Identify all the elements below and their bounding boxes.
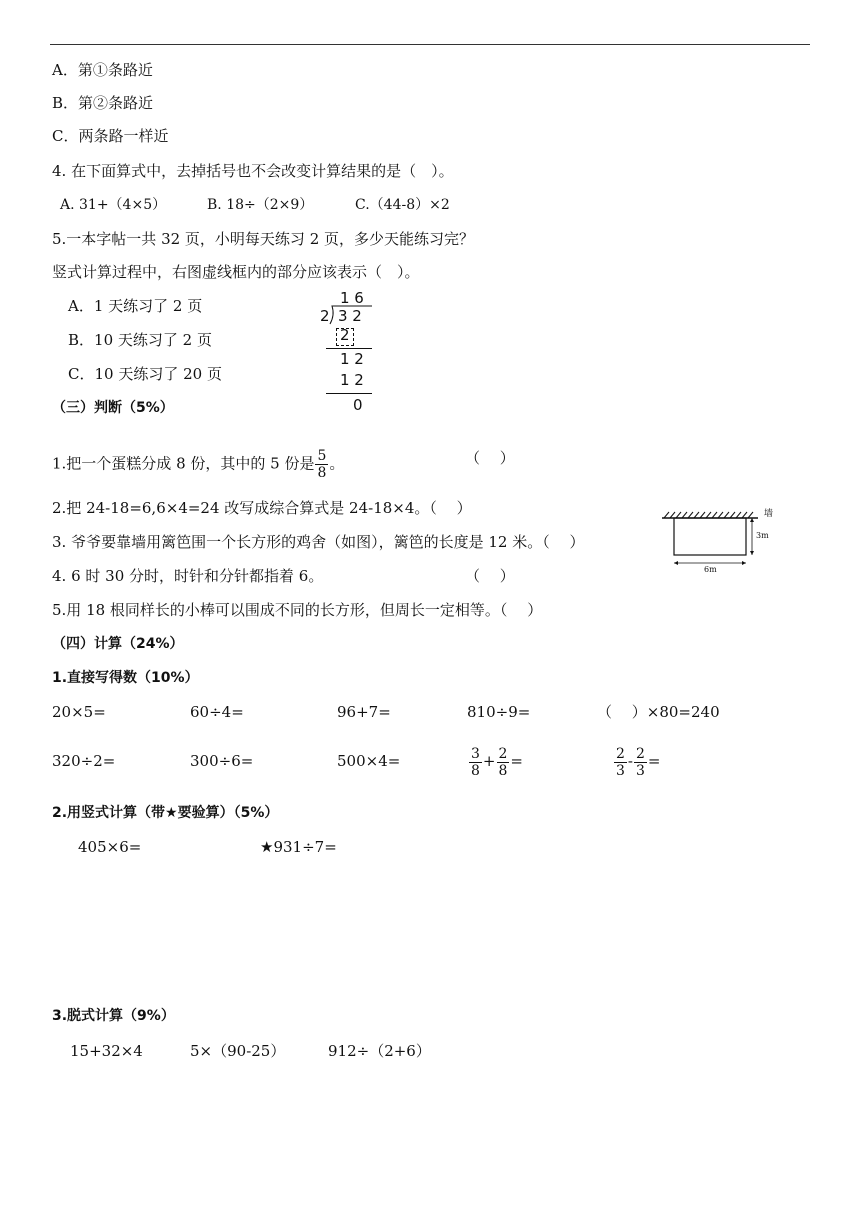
calc-row2-3: 500×4= (337, 752, 401, 770)
calc-row2-2: 300÷6= (190, 752, 254, 770)
header-rule (50, 44, 810, 45)
q4-option-a: A. 31+（4×5） (60, 197, 167, 213)
q5-option-b: B．10 天练习了 2 页 (68, 331, 212, 349)
judge-1-fraction (315, 448, 328, 481)
fraction-numerator: 2 (616, 745, 625, 762)
calc-row1-5: （ ）×80=240 (597, 703, 720, 721)
operator-plus: + (482, 752, 496, 770)
judge-4: 4. 6 时 30 分时，时针和分针都指着 6。 (52, 567, 324, 585)
fraction-denominator: 3 (616, 762, 625, 779)
subsection-3-title: 3.脱式计算（9%） (52, 1008, 175, 1024)
step-calc-3: 912÷（2+6） (328, 1042, 431, 1060)
vertical-calc-1: 405×6= (78, 838, 142, 856)
calc-row1-3: 96+7= (337, 703, 391, 721)
q4-option-c: C.（44-8）×2 (355, 197, 450, 213)
division-step-1: 2 (340, 326, 350, 344)
judge-1-period: 。 (329, 454, 345, 473)
fraction-b (497, 746, 510, 779)
step-calc-1: 15+32×4 (70, 1042, 143, 1060)
fraction-numerator: 3 (471, 745, 480, 762)
division-line-2 (326, 393, 372, 394)
subsection-2-title: 2.用竖式计算（带★要验算）（5%） (52, 805, 279, 821)
section-3-title: （三）判断（5%） (52, 400, 174, 416)
judge-1-paren: （ ） (465, 449, 515, 467)
calc-fraction-diff (613, 744, 661, 779)
fraction-numerator: 2 (636, 745, 645, 762)
judge-2: 2.把 24-18=6,6×4=24 改写成综合算式是 24-18×4。（ ） (52, 499, 472, 517)
operator-minus: - (627, 752, 633, 770)
division-dividend: 3 2 (338, 307, 362, 325)
calc-fraction-sum (468, 744, 523, 779)
q3-option-c: C．两条路一样近 (52, 127, 169, 145)
judge-4-paren: （ ） (465, 567, 515, 585)
calc-row2-1: 320÷2= (52, 752, 116, 770)
q5-stem-2: 竖式计算过程中，右图虚线框内的部分应该表示（ ）。 (52, 263, 420, 281)
step-calc-2: 5×（90-25） (190, 1042, 286, 1060)
fraction-denominator: 8 (498, 762, 508, 779)
division-divisor: 2 (320, 307, 330, 325)
fraction-denominator: 8 (317, 465, 327, 481)
fraction-b (634, 746, 647, 779)
section-4-title: （四）计算（24%） (52, 636, 184, 652)
judge-5: 5.用 18 根同样长的小棒可以围成不同的长方形，但周长一定相等。（ ） (52, 601, 543, 619)
calc-row1-1: 20×5= (52, 703, 106, 721)
fraction-a (469, 746, 482, 779)
equals-sign: = (510, 752, 523, 770)
fraction-a (614, 746, 627, 779)
fraction-numerator: 5 (317, 448, 327, 464)
q4-stem: 4. 在下面算式中，去掉括号也不会改变计算结果的是（ ）。 (52, 162, 454, 180)
subsection-1-title: 1.直接写得数（10%） (52, 670, 199, 686)
judge-1 (52, 448, 344, 481)
equals-sign: = (647, 752, 661, 770)
division-step-2: 1 2 (340, 350, 364, 368)
q5-stem: 5.一本字帖一共 32 页，小明每天练习 2 页，多少天能练习完？ (52, 230, 475, 248)
fraction-denominator: 8 (471, 762, 480, 779)
judge-1-text: 1.把一个蛋糕分成 8 份，其中的 5 份是 (52, 454, 315, 473)
q4-option-b: B. 18÷（2×9） (207, 197, 314, 213)
fence-height-label: 3m (756, 531, 769, 540)
q3-option-b: B．第②条路近 (52, 94, 154, 112)
division-step-3: 1 2 (340, 371, 364, 389)
judge-3: 3. 爷爷要靠墙用篱笆围一个长方形的鸡舍（如图），篱笆的长度是 12 米。（ ） (52, 533, 585, 551)
division-remainder: 0 (353, 396, 363, 414)
q5-option-a: A．1 天练习了 2 页 (68, 297, 203, 315)
division-line-1 (326, 348, 372, 349)
q3-option-a: A．第①条路近 (52, 61, 153, 79)
q5-option-c: C．10 天练习了 20 页 (68, 365, 222, 383)
fraction-denominator: 3 (636, 762, 645, 779)
division-quotient: 1 6 (340, 289, 364, 307)
fraction-numerator: 2 (498, 745, 508, 762)
vertical-calc-2: ★931÷7= (260, 838, 337, 856)
fence-wall-label: 墙 (764, 509, 774, 519)
calc-row1-2: 60÷4= (190, 703, 244, 721)
fence-width-label: 6m (704, 565, 717, 574)
calc-row1-4: 810÷9= (467, 703, 531, 721)
